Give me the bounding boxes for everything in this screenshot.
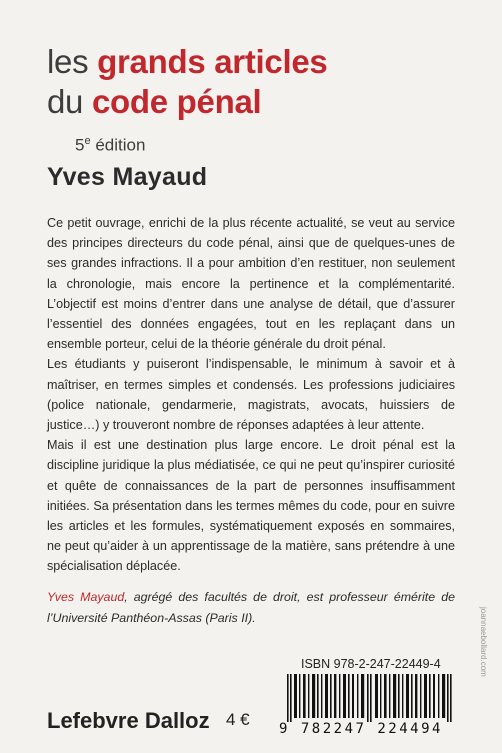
title-accent-1: grands articles: [97, 43, 328, 80]
edition-suffix: e: [84, 135, 91, 147]
publisher-logo: Lefebvre Dalloz: [47, 708, 210, 733]
title-prefix-1: les: [47, 43, 98, 80]
barcode-block: [265, 657, 487, 743]
bio-author-name: Yves Mayaud: [47, 590, 125, 604]
title-accent-2: code pénal: [91, 83, 262, 120]
blurb: [47, 213, 455, 577]
edition-text: édition: [90, 135, 146, 155]
author-bio: [47, 587, 455, 629]
author-name: Yves Mayaud: [47, 163, 208, 191]
title-prefix-2: du: [47, 83, 92, 120]
isbn-label: ISBN 978-2-247-22449-4: [301, 657, 441, 671]
bio-text: , agrégé des facultés de droit, est professeur émérite de l’Université Panthéon-Assas (Paris II).: [47, 590, 455, 625]
price-label: 4 €: [226, 710, 250, 729]
barcode-digits: 9 782247 224494: [279, 721, 443, 737]
edition-number: 5: [75, 135, 85, 155]
blurb-paragraph: Mais il est une destination plus large encore. Le droit pénal est la discipline juridique la plus médiatisée, ce qui ne peut qu’inspirer curiosité et quête de connaissances de la part de personnes insuffisamment initiées. Sa présentation dans les termes mêmes du code, pour en suivre les articles et les formules, systématiquement exposés en sommaires, ne peut qu’aider à un apprentissage de la matière, sans prétendre à une spécialisation déplacée.: [47, 438, 455, 574]
edition-label: [75, 135, 145, 156]
blurb-paragraph: Les étudiants y puiseront l’indispensable, le minimum à savoir et à maîtriser, en termes simples et condensés. Les professions judiciaires (police nationale, gendarmerie, magistrats, avocats, huissiers de justice…) y trouveront nombre de réponses adaptées à leur attente.: [47, 357, 455, 433]
blurb-paragraph: Ce petit ouvrage, enrichi de la plus récente actualité, se veut au service des principes directeurs du code pénal, ainsi que de quelques-unes de ses grandes infractions. Il a pour ambition d’en restituer, non seulement la chronologie, mais encore la pertinence et la complémentarité. L’objectif est moins d’entrer dans une analyse de détail, que d’assurer l’essentiel des données engagées, tout en les replaçant dans un ensemble porteur, celui de la théorie générale du droit pénal.: [47, 216, 455, 352]
barcode-icon: [275, 674, 475, 722]
book-title: [47, 42, 327, 122]
title-line-2: [47, 82, 327, 122]
title-line-1: [47, 42, 327, 82]
side-url: joannaebollard.com: [479, 607, 488, 677]
